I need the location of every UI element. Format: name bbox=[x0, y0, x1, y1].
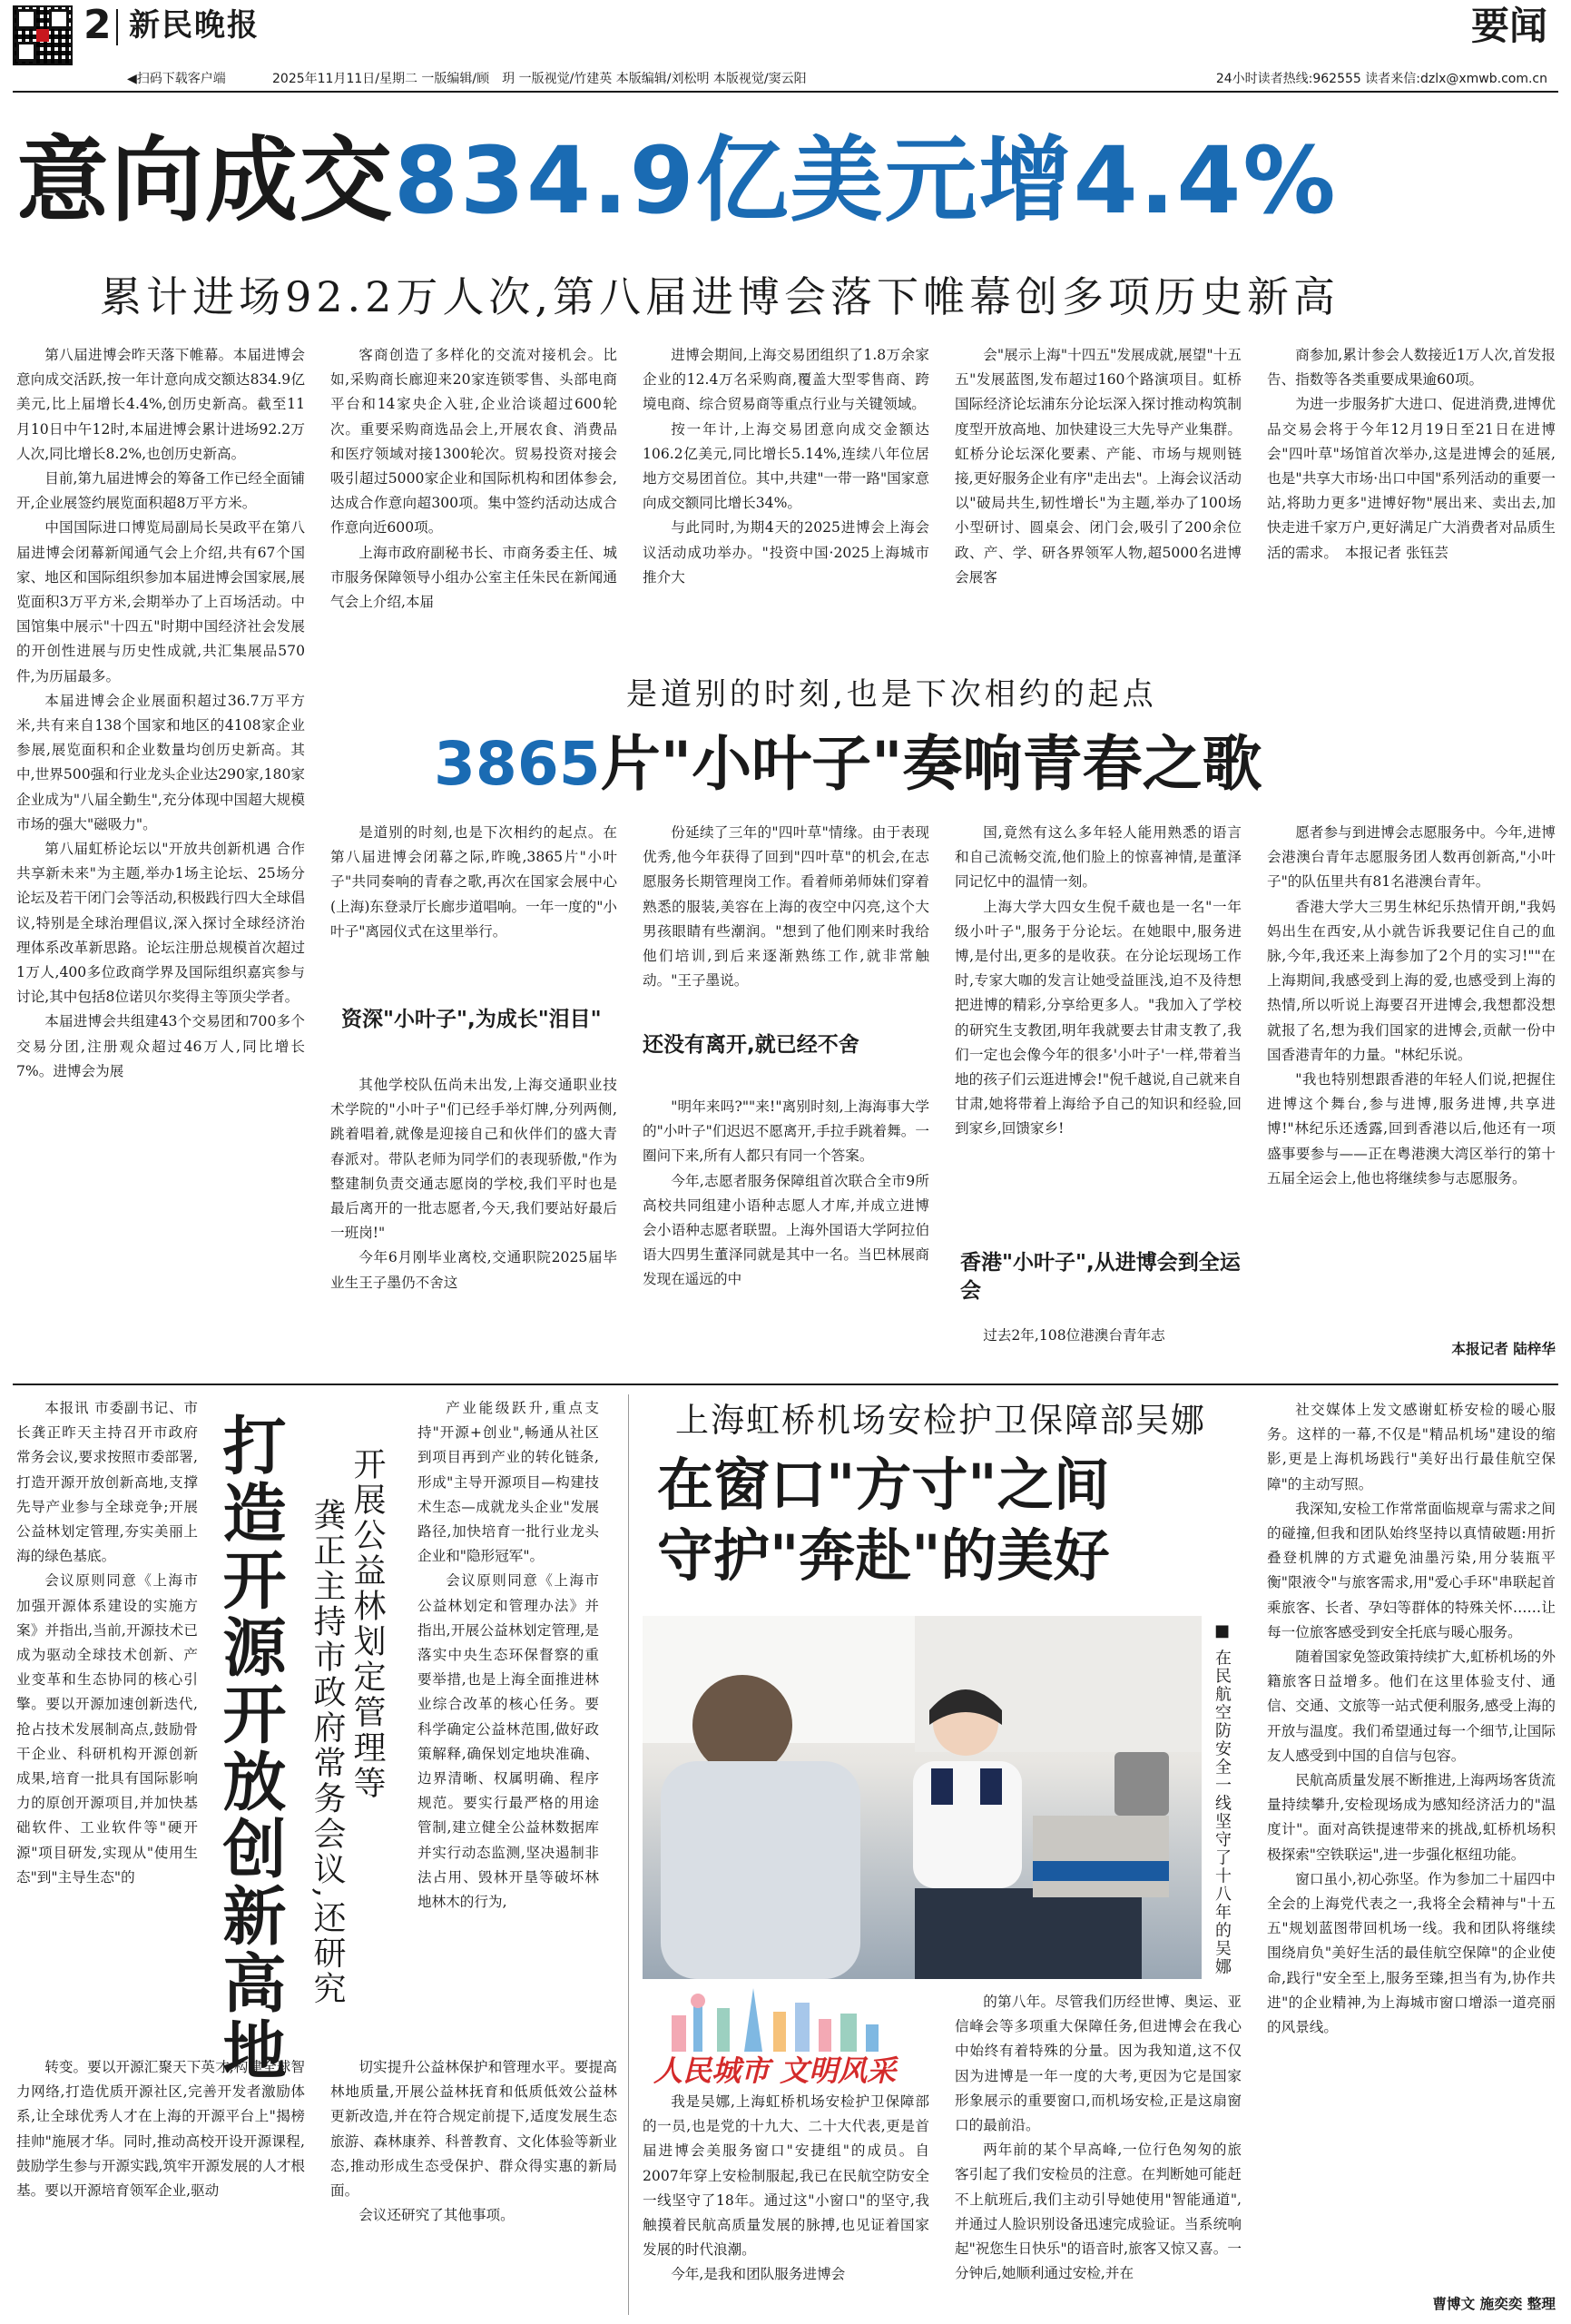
lead-col-3 bbox=[643, 343, 929, 643]
paragraph: 份延续了三年的"四叶草"情缘。由于表现优秀,他今年获得了回到"四叶草"的机会,在志愿服务长期管理岗工作。看着师弟师妹们穿着熟悉的服装,美容在上海的夜空中闪亮,这个大男孩眼睛有些潮润。"想到了他们刚来时我给他们培训,到后来逐渐熟练工作,就非常触动。"王子墨说。 bbox=[643, 824, 929, 990]
clover-subhead-3: 香港"小叶子",从进博会到全运会 bbox=[960, 1251, 1241, 1303]
paragraph: 上海大学大四女生倪千葳也是一名"一年级小叶子",服务于分论坛。在她眼中,服务进博,是付出,更多的是收获。在分论坛现场工作时,专家大咖的发言让她受益匪浅,迫不及待想把进博的精彩,分享给更多人。"我加入了学校的研究生支教团,明年我就要去甘肃支教了,我们一定也会像今年的很多'小叶子'一样,带着当地的孩子们云逛进博会!"倪千越说,自己就来自甘肃,她将带着上海给予自己的知识和经验,回到家乡,回馈家乡! bbox=[955, 898, 1242, 1137]
meeting-subhead-1: 开展公益林划定管理等 bbox=[349, 1447, 386, 1801]
hotline: 24小时读者热线:962555 读者来信:dzlx@xmwb.com.cn bbox=[1215, 72, 1547, 86]
paragraph: 与此同时,为期4天的2025进博会上海会议活动成功举办。"投资中国·2025上海城市推介大 bbox=[643, 519, 929, 586]
airport-kicker: 上海虹桥机场安检护卫保障部吴娜 bbox=[675, 1401, 1206, 1440]
paragraph: "我也特别想跟香港的年轻人们说,把握住进博这个舞台,参与进博,服务进博,共享进博!"林纪乐还透露,回到香港以后,他还有一项盛事要参与——正在粤港澳大湾区举行的第十五届全运会上,他也将继续参与志愿服务。 bbox=[1267, 1071, 1556, 1187]
paragraph: 民航高质量发展不断推进,上海两场客货流量持续攀升,安检现场成为感知经济活力的"温度计"。面对高铁提速带来的挑战,虹桥机场积极探索"空铁联运",进一步强化枢纽功能。 bbox=[1267, 1772, 1556, 1863]
meeting-col-1 bbox=[16, 1396, 198, 2050]
lead-col-2 bbox=[330, 343, 617, 643]
clover-subhead-1: 资深"小叶子",为成长"泪目" bbox=[341, 1008, 602, 1031]
paragraph: 本报讯 市委副书记、市长龚正昨天主持召开市政府常务会议,要求按照市委部署,打造开源开放创新高地,支撑先导产业参与全球竞争;开展公益林划定管理,夯实美丽上海的绿色基底。 bbox=[16, 1400, 198, 1565]
paragraph: 窗口虽小,初心弥坚。作为参加二十届四中全会的上海党代表之一,我将全会精神与"十五五"规划蓝图带回机场一线。我和团队将继续围绕肩负"美好生活的最佳航空保障"的企业使命,践行"安全至上,服务至臻,担当有为,协作共进"的企业精神,为上海城市窗口增添一道亮丽的风景线。 bbox=[1267, 1870, 1556, 2036]
qr-code[interactable] bbox=[13, 5, 73, 65]
lead-headline-text: 意向成交 bbox=[16, 127, 394, 235]
paragraph: "明年来吗?""来!"离别时刻,上海海事大学的"小叶子"们迟迟不愿离开,手拉手跳着舞。一圈问下来,所有人都只有同一个答案。 bbox=[643, 1098, 929, 1165]
paragraph: 商参加,累计参会人数接近1万人次,首发报告、指数等各类重要成果逾60项。 bbox=[1267, 347, 1556, 389]
date-line: 2025年11月11日/星期二 一版编辑/顾 玥 一版视觉/竹建英 本版编辑/刘松明 本版视觉/窦云阳 bbox=[272, 72, 807, 86]
airport-byline bbox=[1267, 2291, 1556, 2317]
clover-col-6 bbox=[955, 1324, 1242, 1351]
paragraph: 今年,志愿者服务保障组首次联合全市9所高校共同组建小语种志愿人才库,并成立进博会小语种志愿者联盟。上海外国语大学阿拉伯语大四男生董泽同就是其中一名。当巴林展商发现在遥远的中 bbox=[643, 1172, 929, 1288]
clover-col-3 bbox=[643, 821, 929, 1024]
logo-text: 人民城市 文明风采 bbox=[653, 2053, 897, 2088]
paper-name: 新民晚报 bbox=[129, 7, 260, 44]
lead-col-1 bbox=[16, 343, 305, 1405]
paragraph: 会议原则同意《上海市公益林划定和管理办法》并指出,开展公益林划定管理,是落实中央生态环保督察的重要举措,也是上海全面推进林业综合改革的核心任务。要科学确定公益林范围,做好政策解释,确保划定地块准确、边界清晰、权属明确、程序规范。要实行最严格的用途管制,建立健全公益林数据库并实行动态监测,坚决遏制非法占用、毁林开垦等破坏林地林木的行为, bbox=[417, 1572, 599, 1911]
lead-col-5 bbox=[1267, 343, 1556, 643]
paragraph: 过去2年,108位港澳台青年志 bbox=[983, 1327, 1165, 1344]
paragraph: 今年,是我和团队服务进博会 bbox=[671, 2266, 846, 2283]
clover-byline bbox=[1267, 1336, 1556, 1362]
clover-col-1 bbox=[330, 821, 617, 1002]
airport-byline-text: 曹博文 施奕奕 整理 bbox=[1432, 2296, 1556, 2312]
column-divider bbox=[628, 1394, 629, 2315]
airport-headline-2: 守护"奔赴"的美好 bbox=[657, 1522, 1110, 1589]
lead-col-4 bbox=[955, 343, 1242, 643]
paragraph: 会"展示上海"十四五"发展成就,展望"十五五"发展蓝图,发布超过160个路演项目。虹桥国际经济论坛浦东分论坛深入探讨推动构筑制度型开放高地、加快建设三大先导产业集群。虹桥分论坛深化要素、产能、市场与规则链接,更好服务企业有序"走出去"。上海会议活动以"破局共生,韧性增长"为主题,举办了100场小型研讨、圆桌会、闭门会,吸引了200余位政、产、学、研各界领军人物,超5000名进博会展客 bbox=[955, 347, 1242, 586]
clover-headline-number: 3865 bbox=[434, 729, 601, 799]
civic-logo bbox=[653, 1988, 926, 2088]
paragraph: 香港大学大三男生林纪乐热情开朗,"我妈妈出生在西安,从小就告诉我要记住自己的血脉,今年,我还来上海参加了2个月的实习!""在上海期间,我感受到上海的爱,也感受到上海的热情,所以听说上海要召开进博会,我想都没想就报了名,想为我们国家的进博会,贡献一份中国香港青年的力量。"林纪乐说。 bbox=[1267, 898, 1556, 1063]
paragraph: 中国国际进口博览局副局长吴政平在第八届进博会闭幕新闻通气会上介绍,共有67个国家、地区和国际组织参加本届进博会国家展,展览面积3万平方米,会期举办了上百场活动。中国馆集中展示"十四五"时期中国经济社会发展的开创性进展与历史性成就,共汇集展品570件,为历届最多。 bbox=[16, 519, 305, 684]
paragraph: 国,竟然有这么多年轻人能用熟悉的语言和自己流畅交流,他们脸上的惊喜神情,是董泽同记忆中的温情一刻。 bbox=[955, 824, 1242, 891]
paragraph: 社交媒体上发文感谢虹桥安检的暖心服务。这样的一幕,不仅是"精品机场"建设的缩影,更是上海机场践行"美好出行最佳航空保障"的主动写照。 bbox=[1267, 1402, 1556, 1492]
airport-col-3 bbox=[1267, 1398, 1556, 2291]
meeting-col-2 bbox=[417, 1396, 599, 2050]
paragraph: 是道别的时刻,也是下次相约的起点。在第八届进博会闭幕之际,昨晚,3865片"小叶子"共同奏响的青春之歌,再次在国家会展中心(上海)东登录厅长廊步道唱响。一年一度的"小叶子"离园仪式在这里举行。 bbox=[330, 824, 617, 940]
paragraph: 第八届虹桥论坛以"开放共创新机遇 合作共享新未来"为主题,举办1场主论坛、25场分论坛及若干闭门会等活动,积极践行四大全球倡议,特别是全球治理倡议,深入探讨全球经济治理体系改革新思路。论坛注册总规模首次超过1万人,400多位政商学界及国际组织嘉宾参与讨论,其中包括8位诺贝尔奖得主等顶尖学者。 bbox=[16, 841, 305, 1006]
meeting-headline: 打造开源开放创新高地 bbox=[212, 1413, 287, 2084]
paragraph: 目前,第九届进博会的筹备工作已经全面铺开,企业展签约展览面积超8万平方米。 bbox=[16, 470, 305, 512]
clover-byline-text: 本报记者 陆梓华 bbox=[1451, 1341, 1556, 1357]
section-rule bbox=[13, 1384, 1558, 1385]
clover-col-5 bbox=[955, 821, 1242, 1244]
paragraph: 转变。要以开源汇聚天下英才,构建全球智力网络,打造优质开源社区,完善开发者激励体系,让全球优秀人才在上海的开源平台上"揭榜挂帅"施展才华。同时,推动高校开设开源课程,鼓励学生参与开源实践,筑牢开源发展的人才根基。要以开源培育领军企业,驱动 bbox=[16, 2059, 305, 2200]
paragraph: 为进一步服务扩大进口、促进消费,进博优品交易会将于今年12月19日至21日在进博会"四叶草"场馆首次举办,这是进博会的延展,也是"共享大市场·出口中国"系列活动的重要一站,将助力更多"进博好物"展出来、卖出去,加快走进千家万户,更好满足广大消费者对品质生活的需求。 本报记者 张钰芸 bbox=[1267, 396, 1556, 561]
paragraph: 本届进博会企业展面积超过36.7万平方米,共有来自138个国家和地区的4108家企业参展,展览面积和企业数量均创历史新高。其中,世界500强和行业龙头企业达290家,180家企业成为"八届全勤生",充分体现中国超大规模市场的强大"磁吸力"。 bbox=[16, 692, 305, 832]
clover-col-2 bbox=[330, 1073, 617, 1405]
meeting-col-3 bbox=[16, 2055, 305, 2313]
paragraph: 我深知,安检工作常常面临规章与需求之间的碰撞,但我和团队始终坚持以真情破题:用折叠登机牌的方式避免油墨污染,用分装瓶平衡"限液令"与旅客需求,用"爱心手环"串联起首乘旅客、长者、孕妇等群体的特殊关怀……让每一位旅客感受到安全托底与暖心服务。 bbox=[1267, 1500, 1556, 1640]
lead-subhead: 累计进场92.2万人次,第八届进博会落下帷幕创多项历史新高 bbox=[100, 272, 1340, 321]
paragraph: 两年前的某个早高峰,一位行色匆匆的旅客引起了我们安检员的注意。在判断她可能赶不上航班后,我们主动引导她使用"智能通道",并通过人脸识别设备迅速完成验证。当系统响起"祝您生日快乐"的语音时,旅客又惊又喜。一分钟后,她顺利通过安检,并在 bbox=[955, 2142, 1242, 2282]
airport-headline-1: 在窗口"方寸"之间 bbox=[657, 1452, 1110, 1518]
lead-headline bbox=[16, 127, 1559, 236]
airport-photo-illustration bbox=[643, 1616, 1202, 1979]
skyline-icon bbox=[653, 1988, 926, 2052]
paragraph: 随着国家免签政策持续扩大,虹桥机场的外籍旅客日益增多。他们在这里体验支付、通信、交通、文旅等一站式便利服务,感受上海的开放与温度。我们希望通过每一个细节,让国际友人感受到中国的自信与包容。 bbox=[1267, 1649, 1556, 1764]
clover-col-7 bbox=[1267, 821, 1556, 1333]
paragraph: 产业能级跃升,重点支持"开源+创业",畅通从社区到项目再到产业的转化链条,形成"主导开源项目—构建技术生态—成就龙头企业"发展路径,加快培育一批行业龙头企业和"隐形冠军"。 bbox=[417, 1400, 599, 1565]
page-number: 2 bbox=[83, 2, 112, 48]
paragraph: 进博会期间,上海交易团组织了1.8万余家企业的12.4万名采购商,覆盖大型零售商、跨境电商、综合贸易商等重点行业与关键领域。 bbox=[643, 347, 929, 413]
paragraph: 愿者参与到进博会志愿服务中。今年,进博会港澳台青年志愿服务团人数再创新高,"小叶子"的队伍里共有81名港澳台青年。 bbox=[1267, 824, 1556, 891]
paragraph: 我是吴娜,上海虹桥机场安检护卫保障部的一员,也是党的十九大、二十大代表,更是首届进博会美服务窗口"安捷组"的成员。自2007年穿上安检制服起,我已在民航空防安全一线坚守了18年。通过这"小窗口"的坚守,我触摸着民航高质量发展的脉搏,也见证着国家发展的时代浪潮。 bbox=[643, 2093, 929, 2259]
airport-col-2 bbox=[955, 1990, 1242, 2315]
paragraph: 切实提升公益林保护和管理水平。要提高林地质量,开展公益林抚育和低质低效公益林更新改造,并在符合规定前提下,适度发展生态旅游、森林康养、科普教育、文化体验等新业态,推动形成生态受保护、群众得实惠的新局面。 bbox=[330, 2059, 617, 2200]
masthead-rule bbox=[13, 91, 1558, 93]
meeting-col-4 bbox=[330, 2055, 617, 2313]
meeting-subhead-2: 龚正主持市政府常务会议,还研究 bbox=[309, 1498, 346, 2007]
airport-col-1 bbox=[643, 2090, 929, 2315]
paragraph: 本届进博会共组建43个交易团和700多个交易分团,注册观众超过46万人,同比增长7%。进博会为展 bbox=[16, 1013, 305, 1079]
clover-kicker: 是道别的时刻,也是下次相约的起点 bbox=[626, 676, 1157, 713]
paragraph: 按一年计,上海交易团意向成交金额达106.2亿美元,同比增长5.14%,连续八年位居地方交易团首位。其中,共建"一带一路"国家意向成交额同比增长34%。 bbox=[643, 420, 929, 512]
paragraph: 上海市政府副秘书长、市商务委主任、城市服务保障领导小组办公室主任朱民在新闻通气会上介绍,本届 bbox=[330, 544, 617, 611]
lead-headline-figure: 834.9亿美元增4.4% bbox=[394, 127, 1338, 235]
paragraph: 其他学校队伍尚未出发,上海交通职业技术学院的"小叶子"们已经手举灯牌,分列两侧,跳着唱着,就像是迎接自己和伙伴们的盛大青春派对。带队老师为同学们的表现骄傲,"作为整建制负责交通志愿岗的学校,我们平时也是最后离开的一批志愿者,今天,我们要站好最后一班岗!" bbox=[330, 1077, 617, 1242]
clover-subhead-2: 还没有离开,就已经不舍 bbox=[643, 1033, 859, 1057]
airport-photo bbox=[643, 1616, 1202, 1979]
qr-caption: ◀扫码下载客户端 bbox=[127, 72, 226, 86]
section-label: 要闻 bbox=[1470, 4, 1547, 48]
clover-headline-text: 片"小叶子"奏响青春之歌 bbox=[600, 729, 1262, 799]
paragraph: 的第八年。尽管我们历经世博、奥运、亚信峰会等多项重大保障任务,但进博会在我心中始终有着特殊的分量。因为我知道,这不仅因为进博是一年一度的大考,更因为它是国家形象展示的重要窗口,而机场安检,正是这扇窗口的最前沿。 bbox=[955, 1994, 1242, 2134]
photo-caption: ■ 在民航空防安全一线坚守了十八年的吴娜 bbox=[1213, 1621, 1232, 1976]
clover-col-4 bbox=[643, 1095, 929, 1405]
paragraph: 今年6月刚毕业离校,交通职院2025届毕业生王子墨仍不舍这 bbox=[330, 1249, 617, 1291]
paragraph: 会议还研究了其他事项。 bbox=[358, 2207, 515, 2224]
paragraph: 会议原则同意《上海市加强开源体系建设的实施方案》并指出,当前,开源技术已成为驱动全球技术创新、产业变革和生态协同的核心引擎。要以开源加速创新迭代,抢占技术发展制高点,鼓励骨干企业、科研机构开源创新成果,培育一批具有国际影响力的原创开源项目,并加快基础软件、工业软件等"硬开源"项目研发,实现从"使用生态"到"主导生态"的 bbox=[16, 1572, 198, 1886]
masthead-divider bbox=[116, 9, 118, 45]
paragraph: 客商创造了多样化的交流对接机会。比如,采购商长廊迎来20家连锁零售、头部电商平台和14家央企入驻,企业洽谈超过600轮次。重要采购商选品会上,开展农食、消费品和医疗领域对接1300轮次。贸易投资对接会吸引超过5000家企业和国际机构和团体参会,达成合作意向超300项。集中签约活动达成合作意向近600项。 bbox=[330, 347, 617, 537]
paragraph: 第八届进博会昨天落下帷幕。本届进博会意向成交活跃,按一年计意向成交额达834.9亿美元,比上届增长4.4%,创历史新高。截至11月10日中午12时,本届进博会累计进场92.2万人次,同比增长8.2%,也创历史新高。 bbox=[16, 347, 305, 462]
clover-headline bbox=[434, 726, 1262, 803]
